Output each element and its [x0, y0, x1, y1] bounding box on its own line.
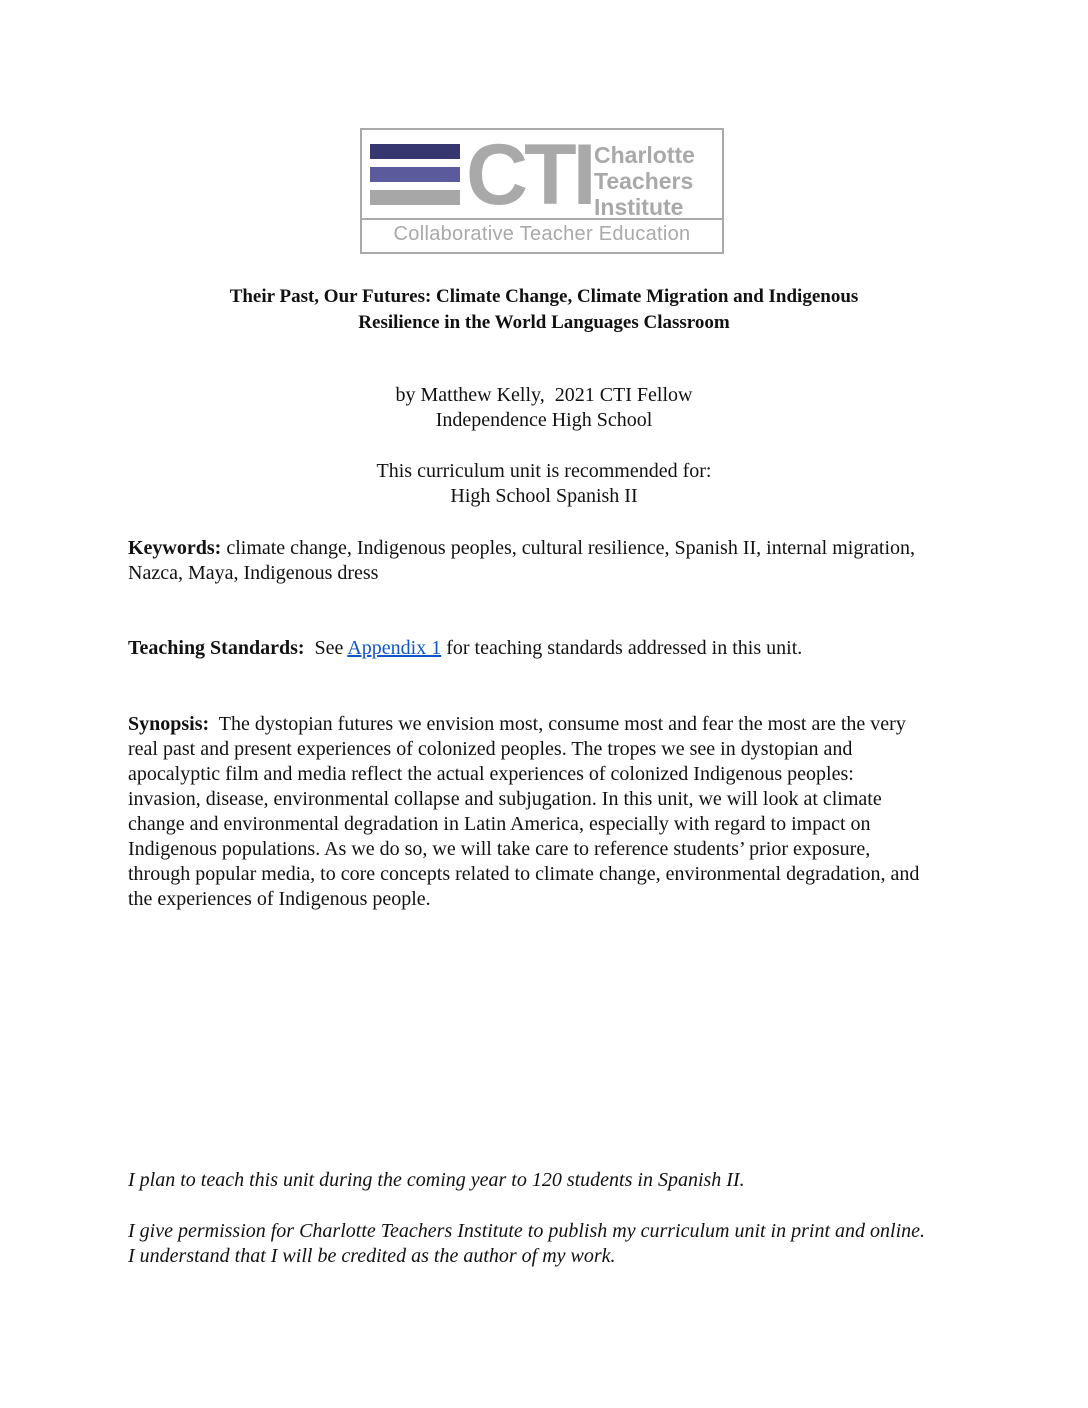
- cti-logo: [360, 128, 724, 254]
- keywords-text: climate change, Indigenous peoples, cultural resilience, Spanish II, internal migration, Nazca, Maya, Indigenous dress: [128, 537, 915, 584]
- logo-name-line-3: Institute: [594, 194, 684, 220]
- teaching-plan-statement: I plan to teach this unit during the coming year to 120 students in Spanish II.: [128, 1169, 745, 1191]
- logo-tagline: Collaborative Teacher Education: [362, 218, 722, 246]
- keywords-label: Keywords:: [128, 537, 222, 559]
- permission-statement: I give permission for Charlotte Teachers Institute to publish my curriculum unit in print and online. I understand that I will be credited as the author of my work.: [128, 1220, 926, 1267]
- logo-bars: [370, 144, 460, 213]
- appendix-1-link[interactable]: Appendix 1: [347, 637, 442, 659]
- logo-mark: CTI: [466, 127, 593, 223]
- logo-bar-grey: [370, 190, 460, 205]
- synopsis-text: The dystopian futures we envision most, consume most and fear the most are the very real past and present experiences of colonized peoples. The tropes we see in dystopian and apocalyptic film and media reflect the actual experiences of colonized Indigenous peoples: invasion, disease, environmental collapse and subjugation. In this unit, we will look at climate change and environmental degradation in Latin America, especially with regard to impact on Indigenous populations. As we do so, we will take care to reference students’ prior exposure, through popular media, to core concepts related to climate change, environmental degradation, and the experiences of Indigenous people.: [128, 713, 925, 910]
- keywords-paragraph: [128, 536, 928, 586]
- logo-bar-mid: [370, 167, 460, 182]
- standards-label: Teaching Standards:: [128, 637, 305, 659]
- title-line-2: Resilience in the World Languages Classroom: [358, 312, 730, 333]
- logo-bar-dark: [370, 144, 460, 159]
- standards-paragraph: [128, 611, 928, 661]
- synopsis-label: Synopsis:: [128, 713, 210, 735]
- author-line: by Matthew Kelly, 2021 CTI Fellow: [395, 384, 693, 406]
- logo-name-line-2: Teachers: [594, 168, 694, 194]
- synopsis-paragraph: [128, 687, 928, 912]
- recommendation-intro: This curriculum unit is recommended for:: [376, 460, 712, 482]
- recommendation: [300, 459, 788, 509]
- byline: [300, 383, 788, 433]
- logo-name: [594, 142, 695, 220]
- recommendation-audience: High School Spanish II: [450, 485, 638, 507]
- standards-post: for teaching standards addressed in this unit.: [441, 637, 803, 659]
- standards-pre: See: [304, 637, 348, 659]
- school-line: Independence High School: [435, 409, 653, 431]
- document-title: [120, 284, 968, 336]
- logo-name-line-1: Charlotte: [594, 142, 695, 168]
- title-line-1: Their Past, Our Futures: Climate Change, Climate Migration and Indigenous: [229, 286, 859, 307]
